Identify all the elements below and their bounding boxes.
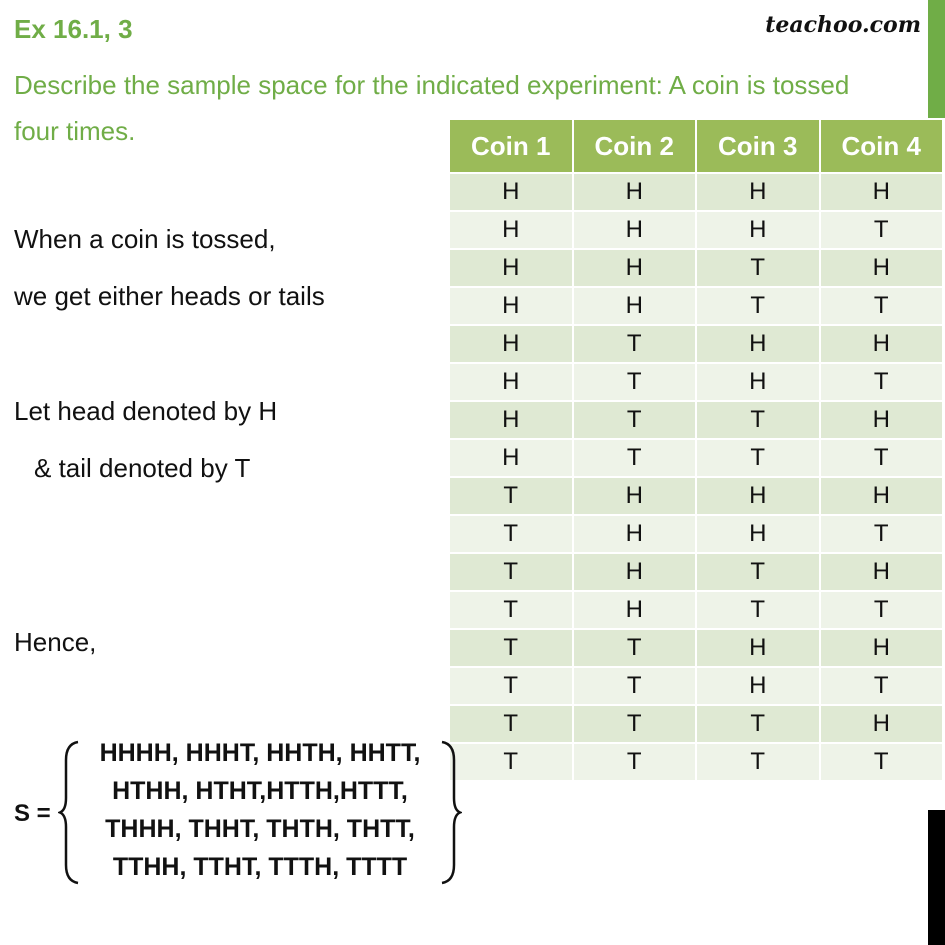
explanation-line-4: & tail denoted by T (34, 453, 251, 483)
table-cell: T (820, 211, 944, 249)
exercise-title: Ex 16.1, 3 (14, 14, 133, 44)
table-cell: H (820, 325, 944, 363)
table-row (449, 287, 943, 325)
accent-bar (928, 0, 945, 118)
right-brace-icon (438, 740, 462, 885)
table-row (449, 743, 943, 781)
header-coin-1: Coin 1 (449, 119, 573, 173)
table-cell: T (820, 591, 944, 629)
table-cell: T (820, 363, 944, 401)
table-cell: T (696, 591, 820, 629)
table-cell: T (573, 629, 697, 667)
table-cell: H (573, 591, 697, 629)
table-cell: T (820, 515, 944, 553)
table-cell: T (696, 705, 820, 743)
table-cell: H (573, 515, 697, 553)
table-cell: H (696, 363, 820, 401)
table-cell: T (449, 629, 573, 667)
table-row (449, 477, 943, 515)
table-row (449, 363, 943, 401)
table-cell: H (696, 325, 820, 363)
sample-space-line-3: THHH, THHT, THTH, THTT, (105, 815, 415, 843)
table-row (449, 553, 943, 591)
table-cell: H (696, 477, 820, 515)
table-cell: H (696, 173, 820, 211)
table-cell: H (449, 287, 573, 325)
table-row (449, 325, 943, 363)
table-cell: T (573, 325, 697, 363)
table-cell: H (573, 249, 697, 287)
table-cell: T (820, 743, 944, 781)
table-cell: T (573, 401, 697, 439)
table-cell: T (820, 667, 944, 705)
table-cell: T (573, 743, 697, 781)
sample-space-line-1: HHHH, HHHT, HHTH, HHTT, (99, 739, 421, 767)
table-cell: T (449, 667, 573, 705)
table-cell: H (696, 515, 820, 553)
explanation-line-3: Let head denoted by H (14, 396, 278, 426)
table-cell: H (820, 401, 944, 439)
table-cell: H (696, 211, 820, 249)
table-row (449, 173, 943, 211)
table-cell: H (449, 401, 573, 439)
table-cell: T (696, 743, 820, 781)
table-cell: T (573, 363, 697, 401)
table-cell: T (449, 553, 573, 591)
table-row (449, 439, 943, 477)
sample-space-set (80, 734, 440, 886)
explanation-line-5: Hence, (14, 627, 97, 657)
table-cell: T (696, 401, 820, 439)
table-row (449, 667, 943, 705)
table-cell: H (573, 287, 697, 325)
table-cell: H (696, 629, 820, 667)
table-cell: T (449, 477, 573, 515)
header-coin-2: Coin 2 (573, 119, 697, 173)
table-cell: H (449, 211, 573, 249)
table-cell: T (573, 705, 697, 743)
left-brace-icon (58, 740, 82, 885)
table-cell: H (573, 553, 697, 591)
brand-logo: teachoo.com (765, 12, 921, 38)
table-cell: H (573, 173, 697, 211)
table-cell: H (820, 553, 944, 591)
table-cell: H (573, 477, 697, 515)
table-cell: T (696, 249, 820, 287)
table-cell: T (820, 287, 944, 325)
table-row (449, 705, 943, 743)
header-coin-3: Coin 3 (696, 119, 820, 173)
table-cell: T (449, 743, 573, 781)
table-cell: H (696, 667, 820, 705)
table-cell: H (820, 477, 944, 515)
sample-space-line-4: TTHH, TTHT, TTTH, TTTT (112, 853, 408, 881)
sample-space-label: S = (14, 800, 51, 827)
table-cell: T (449, 591, 573, 629)
table-body (449, 173, 943, 781)
question-text: Describe the sample space for the indicated experiment: A coin is tossed four times. (14, 70, 850, 146)
table-cell: T (696, 553, 820, 591)
header-coin-4: Coin 4 (820, 119, 944, 173)
table-cell: T (449, 515, 573, 553)
table-cell: H (449, 325, 573, 363)
table-cell: T (696, 287, 820, 325)
table-cell: T (820, 439, 944, 477)
table-cell: T (449, 705, 573, 743)
table-row (449, 211, 943, 249)
table-cell: H (820, 173, 944, 211)
side-bar (928, 810, 945, 945)
sample-space-line-2: HTHH, HTHT,HTTH,HTTT, (112, 777, 408, 805)
table-row (449, 515, 943, 553)
table-cell: H (820, 249, 944, 287)
table-cell: H (449, 249, 573, 287)
table-cell: H (449, 439, 573, 477)
outcomes-table (448, 118, 944, 782)
table-header-row (449, 119, 943, 173)
table-cell: H (573, 211, 697, 249)
table-cell: T (573, 439, 697, 477)
table-row (449, 249, 943, 287)
table-cell: T (696, 439, 820, 477)
table-row (449, 629, 943, 667)
table-cell: H (820, 629, 944, 667)
table-row (449, 401, 943, 439)
explanation-line-1: When a coin is tossed, (14, 224, 276, 254)
table-cell: T (573, 667, 697, 705)
table-row (449, 591, 943, 629)
table-cell: H (820, 705, 944, 743)
table-cell: H (449, 363, 573, 401)
explanation-line-2: we get either heads or tails (14, 281, 325, 311)
table-cell: H (449, 173, 573, 211)
